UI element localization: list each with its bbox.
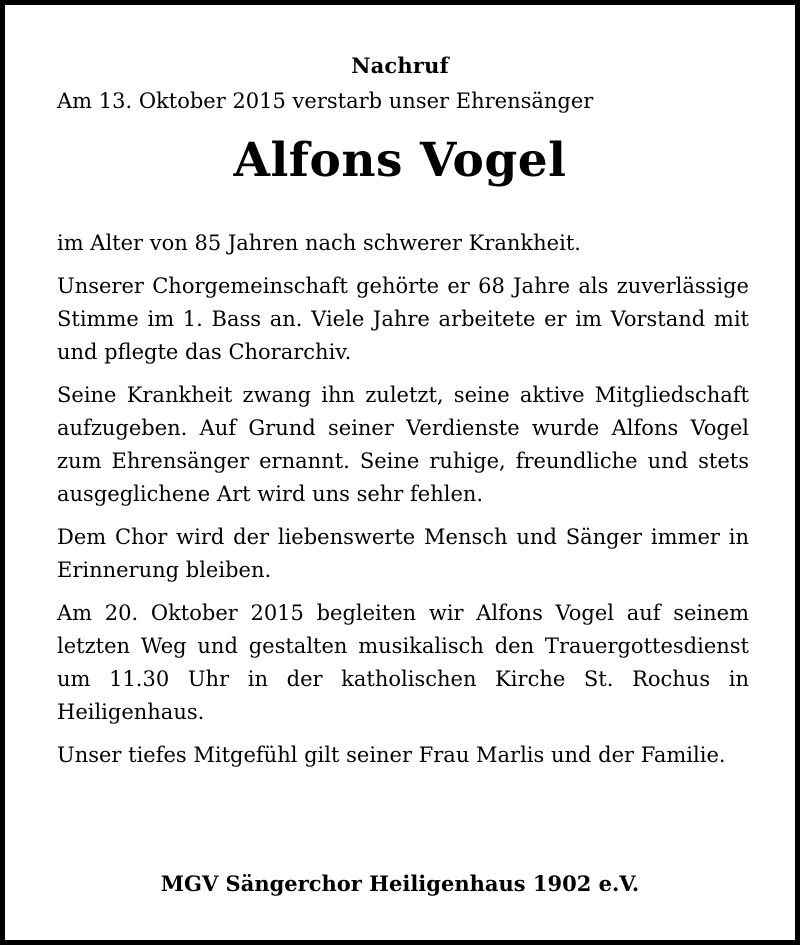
intro-line: Am 13. Oktober 2015 verstarb unser Ehrensänger (57, 89, 594, 113)
paragraph-age: im Alter von 85 Jahren nach schwerer Krankheit. (57, 231, 581, 255)
paragraph-condolence: Unser tiefes Mitgefühl gilt seiner Frau Marlis und der Familie. (57, 743, 726, 767)
deceased-name: Alfons Vogel (233, 133, 567, 188)
paragraph-remembrance: Dem Chor wird der liebenswerte Mensch und Sänger immer in Erinnerung bleiben. (57, 525, 749, 582)
paragraph-funeral: Am 20. Oktober 2015 begleiten wir Alfons Vogel auf seinem letzten Weg und gestalten musikalisch den Trauergottesdienst um 11.30 Uhr in der katholischen Kirche St. Rochus in Heiligenhaus. (57, 601, 749, 724)
signature: MGV Sängerchor Heiligenhaus 1902 e.V. (160, 871, 640, 896)
notice-body (57, 227, 749, 782)
paragraph-honor: Seine Krankheit zwang ihn zuletzt, seine aktive Mitgliedschaft aufzugeben. Auf Grund seiner Verdienste wurde Alfons Vogel zum Ehrensänger ernannt. Seine ruhige, freundliche und stets ausgeglichene Art wird uns sehr fehlen. (57, 383, 749, 506)
paragraph-membership: Unserer Chorgemeinschaft gehörte er 68 Jahre als zuverlässige Stimme im 1. Bass an. Viele Jahre arbeitete er im Vorstand mit und pflegte das Chorarchiv. (57, 274, 749, 364)
notice-heading: Nachruf (351, 53, 449, 78)
